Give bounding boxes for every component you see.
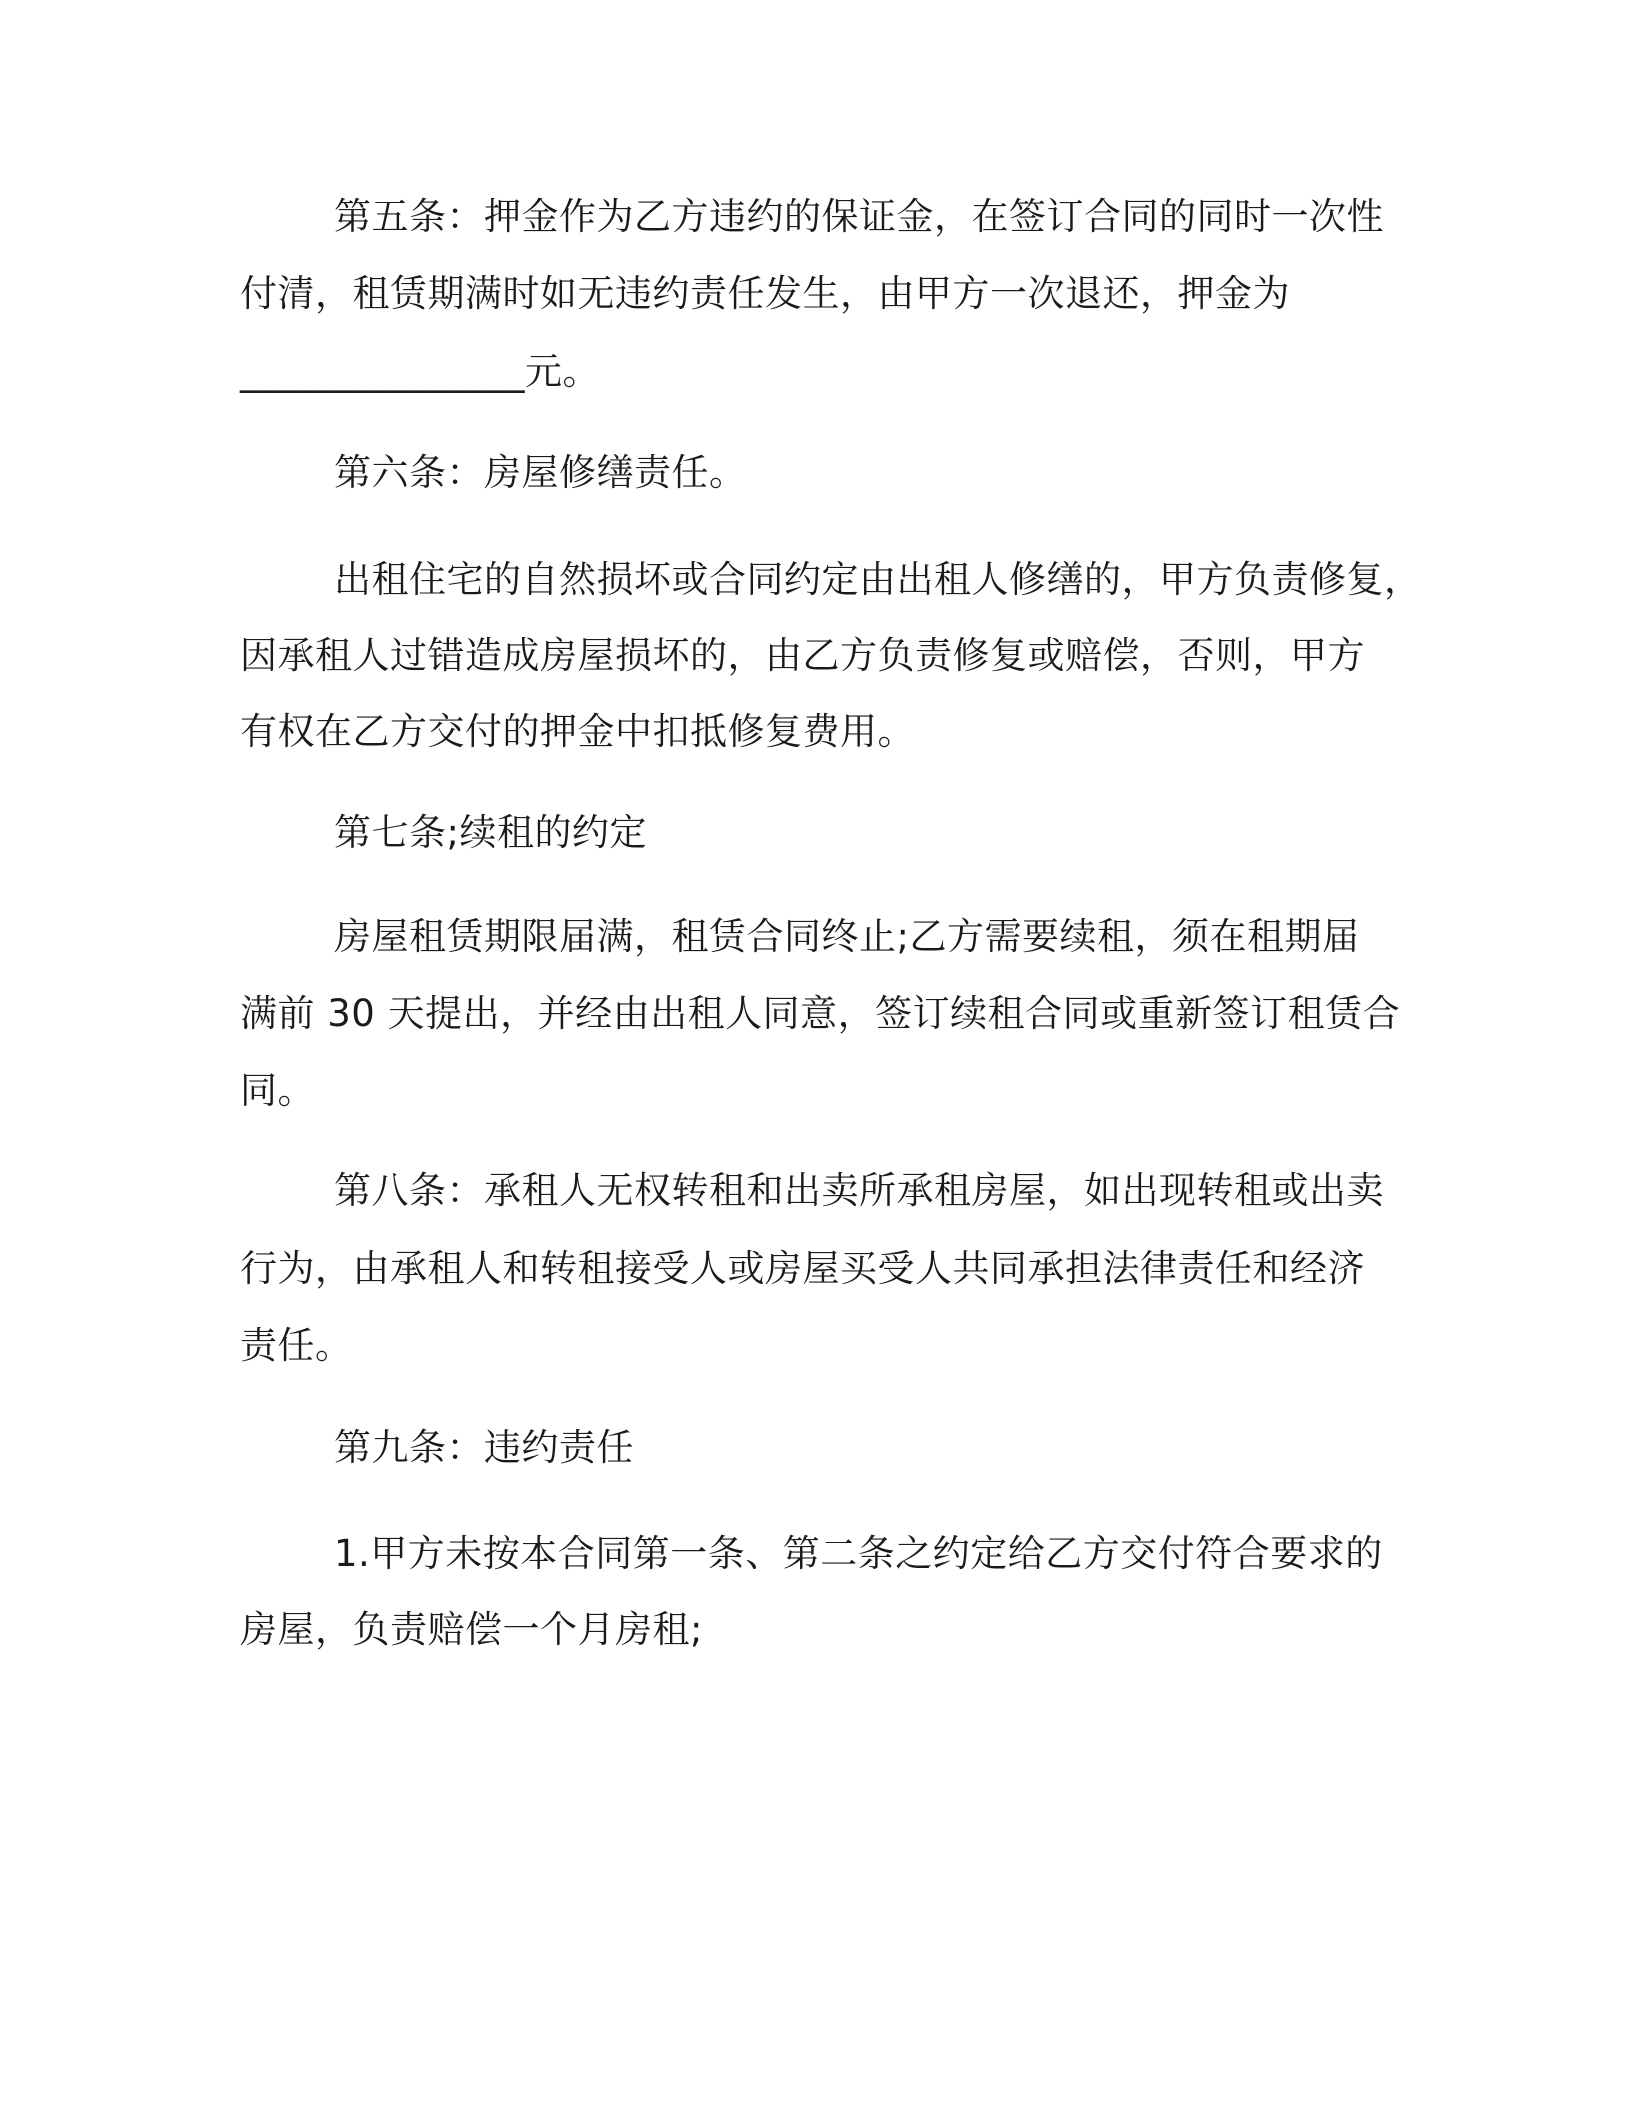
article-8-line-3: 责任。	[240, 1324, 353, 1367]
article-9-item-1-line-2: 房屋，负责赔偿一个月房租;	[240, 1608, 703, 1651]
article-8-line-1: 第八条：承租人无权转租和出卖所承租房屋，如出现转租或出卖	[334, 1169, 1384, 1212]
article-6-para-line-3: 有权在乙方交付的押金中扣抵修复费用。	[240, 710, 915, 753]
article-6-para-line-1: 出租住宅的自然损坏或合同约定由出租人修缮的，甲方负责修复，	[334, 558, 1422, 601]
deposit-amount-blank: _______________	[240, 350, 525, 393]
article-7-para-line-1: 房屋租赁期限届满，租赁合同终止;乙方需要续租，须在租期届	[334, 915, 1360, 958]
article-5-line-3	[240, 348, 600, 396]
article-5-line-2: 付清，租赁期满时如无违约责任发生，由甲方一次退还，押金为	[240, 272, 1290, 315]
article-9-title: 第九条：违约责任	[334, 1426, 634, 1469]
article-7-title: 第七条;续租的约定	[334, 811, 647, 854]
article-8-line-2: 行为，由承租人和转租接受人或房屋买受人共同承担法律责任和经济	[240, 1247, 1365, 1290]
article-6-para-line-2: 因承租人过错造成房屋损坏的，由乙方负责修复或赔偿，否则，甲方	[240, 634, 1365, 677]
article-5-line-1: 第五条：押金作为乙方违约的保证金，在签订合同的同时一次性	[334, 195, 1384, 238]
article-6-title: 第六条：房屋修缮责任。	[334, 451, 747, 494]
article-7-para-line-2: 满前 30 天提出，并经由出租人同意，签订续租合同或重新签订租赁合	[240, 992, 1401, 1035]
article-9-item-1-line-1: 1.甲方未按本合同第一条、第二条之约定给乙方交付符合要求的	[334, 1532, 1383, 1575]
article-7-para-line-3: 同。	[240, 1069, 315, 1112]
deposit-unit: 元。	[525, 350, 600, 393]
